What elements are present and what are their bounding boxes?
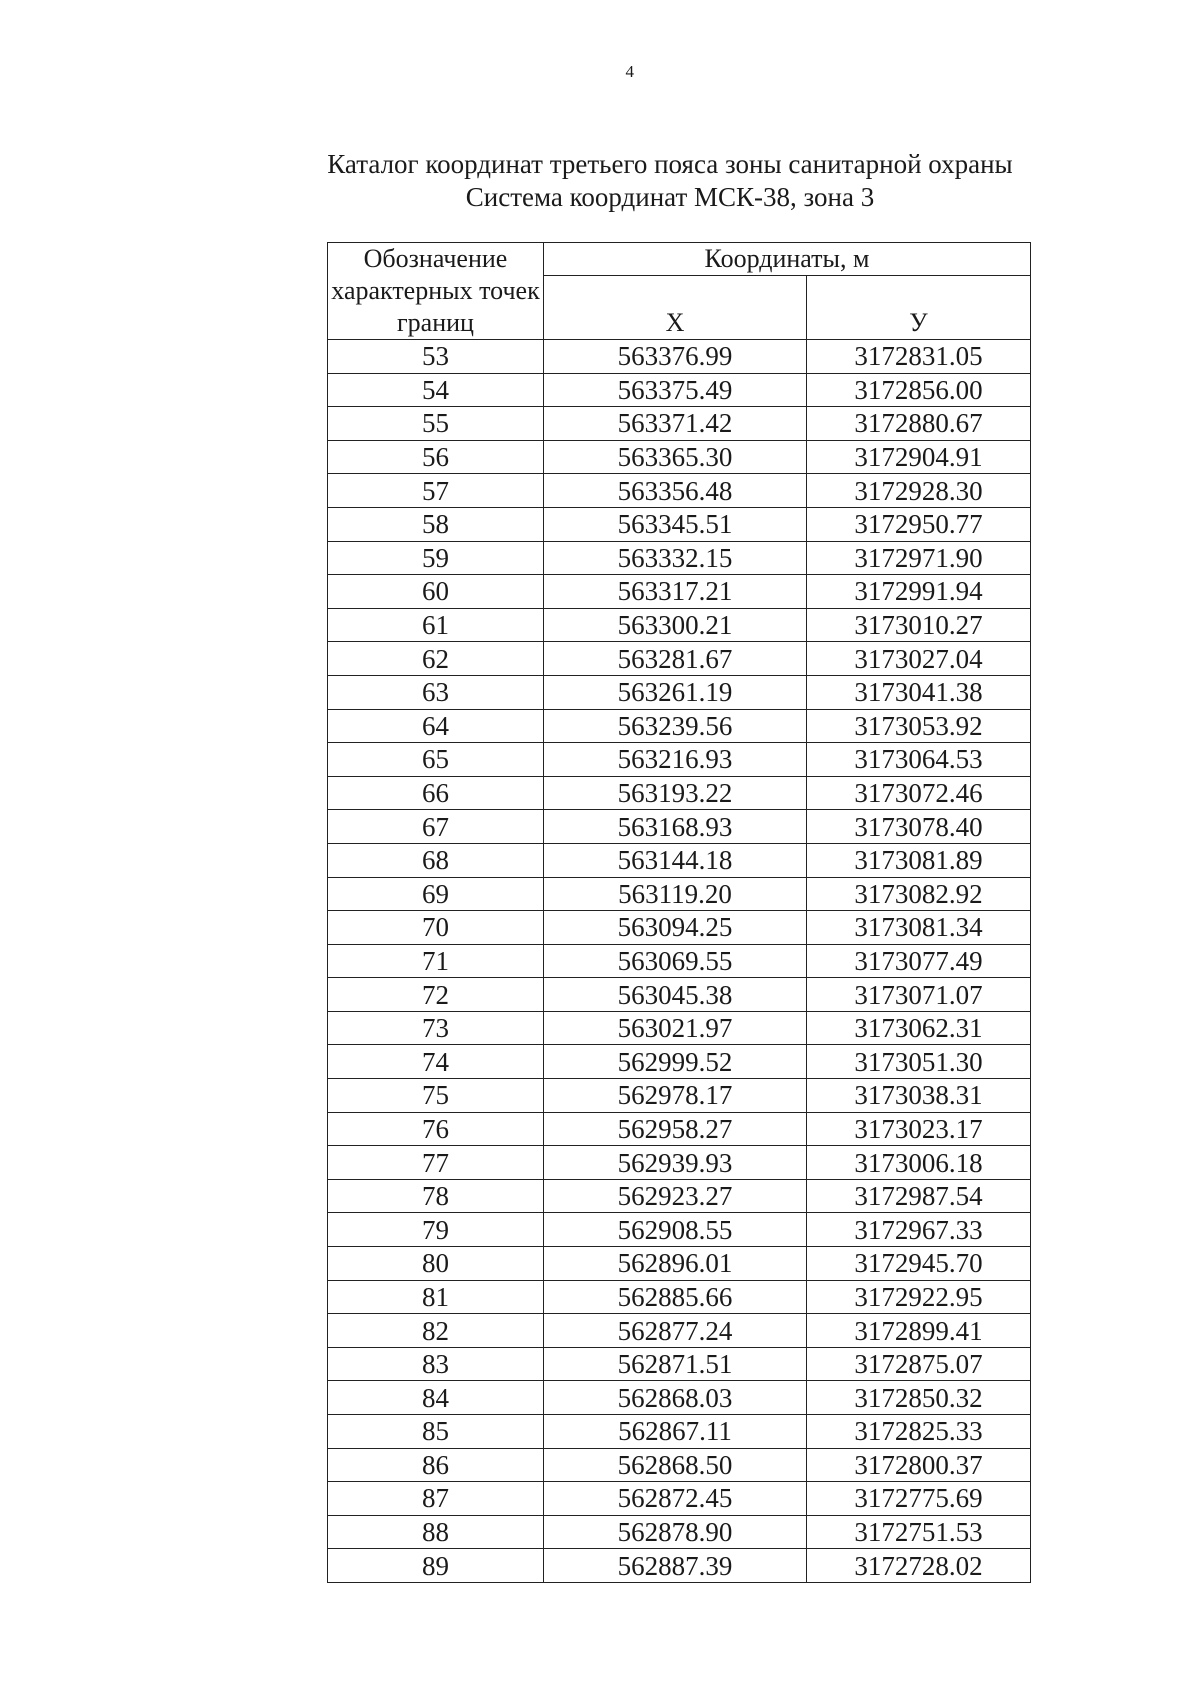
x-coordinate-cell: 563375.49	[544, 373, 807, 407]
point-number-cell: 84	[328, 1381, 544, 1415]
point-number-cell: 77	[328, 1146, 544, 1180]
y-coordinate-cell: 3173071.07	[807, 978, 1031, 1012]
x-coordinate-cell: 562958.27	[544, 1112, 807, 1146]
point-number-cell: 54	[328, 373, 544, 407]
table-row	[328, 507, 1031, 541]
x-coordinate-cell: 562885.66	[544, 1280, 807, 1314]
point-number-cell: 87	[328, 1482, 544, 1516]
y-coordinate-cell: 3173064.53	[807, 743, 1031, 777]
x-coordinate-cell: 563021.97	[544, 1011, 807, 1045]
point-number-cell: 65	[328, 743, 544, 777]
x-coordinate-cell: 562878.90	[544, 1515, 807, 1549]
point-number-cell: 82	[328, 1314, 544, 1348]
table-row	[328, 340, 1031, 374]
document-title	[300, 148, 1040, 214]
x-coordinate-cell: 563239.56	[544, 709, 807, 743]
point-number-cell: 88	[328, 1515, 544, 1549]
y-coordinate-cell: 3173023.17	[807, 1112, 1031, 1146]
x-coordinate-cell: 562923.27	[544, 1179, 807, 1213]
point-number-cell: 63	[328, 675, 544, 709]
y-coordinate-cell: 3172825.33	[807, 1415, 1031, 1449]
table-row	[328, 440, 1031, 474]
y-coordinate-cell: 3173053.92	[807, 709, 1031, 743]
point-number-cell: 68	[328, 843, 544, 877]
x-coordinate-cell: 563045.38	[544, 978, 807, 1012]
table-row	[328, 843, 1031, 877]
y-coordinate-cell: 3173006.18	[807, 1146, 1031, 1180]
page-number: 4	[625, 62, 635, 81]
x-coordinate-cell: 563119.20	[544, 877, 807, 911]
y-coordinate-cell: 3172875.07	[807, 1347, 1031, 1381]
x-coordinate-cell: 562999.52	[544, 1045, 807, 1079]
point-number-cell: 57	[328, 474, 544, 508]
x-coordinate-cell: 562939.93	[544, 1146, 807, 1180]
y-coordinate-cell: 3173062.31	[807, 1011, 1031, 1045]
x-coordinate-cell: 562887.39	[544, 1549, 807, 1583]
point-number-cell: 56	[328, 440, 544, 474]
point-number-cell: 69	[328, 877, 544, 911]
point-number-cell: 59	[328, 541, 544, 575]
y-coordinate-cell: 3172775.69	[807, 1482, 1031, 1516]
table-row	[328, 474, 1031, 508]
y-coordinate-cell: 3172800.37	[807, 1448, 1031, 1482]
point-number-cell: 71	[328, 944, 544, 978]
point-number-cell: 72	[328, 978, 544, 1012]
table-row	[328, 810, 1031, 844]
x-coordinate-cell: 563345.51	[544, 507, 807, 541]
table-row	[328, 1482, 1031, 1516]
table-row	[328, 1213, 1031, 1247]
table-row	[328, 373, 1031, 407]
table-row	[328, 1381, 1031, 1415]
y-coordinate-cell: 3172831.05	[807, 340, 1031, 374]
x-coordinate-cell: 563193.22	[544, 776, 807, 810]
y-coordinate-cell: 3173072.46	[807, 776, 1031, 810]
y-coordinate-cell: 3172950.77	[807, 507, 1031, 541]
table-row	[328, 1347, 1031, 1381]
y-coordinate-cell: 3172904.91	[807, 440, 1031, 474]
y-coordinate-cell: 3172945.70	[807, 1247, 1031, 1281]
y-coordinate-cell: 3173027.04	[807, 642, 1031, 676]
table-row	[328, 978, 1031, 1012]
y-coordinate-cell: 3172991.94	[807, 575, 1031, 609]
x-coordinate-cell: 563317.21	[544, 575, 807, 609]
point-number-cell: 74	[328, 1045, 544, 1079]
x-coordinate-cell: 562868.03	[544, 1381, 807, 1415]
table-row	[328, 1179, 1031, 1213]
y-coordinate-cell: 3173010.27	[807, 608, 1031, 642]
y-coordinate-cell: 3173041.38	[807, 675, 1031, 709]
table-body	[328, 340, 1031, 1583]
header-point-designation: Обозначение характерных точек границ	[328, 243, 544, 340]
table-row	[328, 1146, 1031, 1180]
point-number-cell: 78	[328, 1179, 544, 1213]
y-coordinate-cell: 3172728.02	[807, 1549, 1031, 1583]
point-number-cell: 67	[328, 810, 544, 844]
y-coordinate-cell: 3172856.00	[807, 373, 1031, 407]
table-row	[328, 575, 1031, 609]
point-number-cell: 60	[328, 575, 544, 609]
x-coordinate-cell: 563069.55	[544, 944, 807, 978]
x-coordinate-cell: 563094.25	[544, 911, 807, 945]
table-row	[328, 1247, 1031, 1281]
point-number-cell: 62	[328, 642, 544, 676]
table-row	[328, 1079, 1031, 1113]
point-number-cell: 53	[328, 340, 544, 374]
y-coordinate-cell: 3173081.89	[807, 843, 1031, 877]
title-line-1: Каталог координат третьего пояса зоны санитарной охраны	[327, 149, 1013, 179]
header-x: X	[544, 276, 807, 340]
header-y: У	[807, 276, 1031, 340]
point-number-cell: 89	[328, 1549, 544, 1583]
point-number-cell: 73	[328, 1011, 544, 1045]
point-number-cell: 75	[328, 1079, 544, 1113]
y-coordinate-cell: 3173077.49	[807, 944, 1031, 978]
point-number-cell: 66	[328, 776, 544, 810]
table-row	[328, 1011, 1031, 1045]
x-coordinate-cell: 562868.50	[544, 1448, 807, 1482]
x-coordinate-cell: 562867.11	[544, 1415, 807, 1449]
point-number-cell: 61	[328, 608, 544, 642]
point-number-cell: 83	[328, 1347, 544, 1381]
x-coordinate-cell: 563332.15	[544, 541, 807, 575]
y-coordinate-cell: 3172850.32	[807, 1381, 1031, 1415]
point-number-cell: 80	[328, 1247, 544, 1281]
x-coordinate-cell: 562877.24	[544, 1314, 807, 1348]
table-row	[328, 743, 1031, 777]
y-coordinate-cell: 3172751.53	[807, 1515, 1031, 1549]
table-row	[328, 1280, 1031, 1314]
y-coordinate-cell: 3173081.34	[807, 911, 1031, 945]
x-coordinate-cell: 563371.42	[544, 407, 807, 441]
y-coordinate-cell: 3172880.67	[807, 407, 1031, 441]
table-row	[328, 911, 1031, 945]
x-coordinate-cell: 563144.18	[544, 843, 807, 877]
y-coordinate-cell: 3173082.92	[807, 877, 1031, 911]
title-line-2: Система координат МСК-38, зона 3	[465, 182, 875, 212]
table-row	[328, 944, 1031, 978]
table-row	[328, 1045, 1031, 1079]
x-coordinate-cell: 563216.93	[544, 743, 807, 777]
x-coordinate-cell: 562896.01	[544, 1247, 807, 1281]
table-row	[328, 407, 1031, 441]
table-row	[328, 642, 1031, 676]
x-coordinate-cell: 563365.30	[544, 440, 807, 474]
x-coordinate-cell: 562872.45	[544, 1482, 807, 1516]
table-row	[328, 1112, 1031, 1146]
x-coordinate-cell: 563356.48	[544, 474, 807, 508]
point-number-cell: 64	[328, 709, 544, 743]
point-number-cell: 70	[328, 911, 544, 945]
x-coordinate-cell: 563261.19	[544, 675, 807, 709]
table-row	[328, 776, 1031, 810]
y-coordinate-cell: 3172928.30	[807, 474, 1031, 508]
table-row	[328, 541, 1031, 575]
table-header	[328, 243, 1031, 340]
table-row	[328, 608, 1031, 642]
point-number-cell: 55	[328, 407, 544, 441]
coordinates-table	[327, 242, 1031, 1583]
x-coordinate-cell: 563376.99	[544, 340, 807, 374]
point-number-cell: 85	[328, 1415, 544, 1449]
y-coordinate-cell: 3172971.90	[807, 541, 1031, 575]
x-coordinate-cell: 563300.21	[544, 608, 807, 642]
x-coordinate-cell: 562908.55	[544, 1213, 807, 1247]
point-number-cell: 76	[328, 1112, 544, 1146]
table-row	[328, 1448, 1031, 1482]
table-row	[328, 1415, 1031, 1449]
y-coordinate-cell: 3173051.30	[807, 1045, 1031, 1079]
table-row	[328, 709, 1031, 743]
header-coordinates: Координаты, м	[544, 243, 1031, 276]
table-row	[328, 1515, 1031, 1549]
table-row	[328, 1314, 1031, 1348]
x-coordinate-cell: 563168.93	[544, 810, 807, 844]
x-coordinate-cell: 562978.17	[544, 1079, 807, 1113]
table-row	[328, 675, 1031, 709]
y-coordinate-cell: 3172899.41	[807, 1314, 1031, 1348]
table-row	[328, 877, 1031, 911]
y-coordinate-cell: 3172987.54	[807, 1179, 1031, 1213]
y-coordinate-cell: 3173078.40	[807, 810, 1031, 844]
x-coordinate-cell: 562871.51	[544, 1347, 807, 1381]
y-coordinate-cell: 3173038.31	[807, 1079, 1031, 1113]
point-number-cell: 81	[328, 1280, 544, 1314]
y-coordinate-cell: 3172967.33	[807, 1213, 1031, 1247]
x-coordinate-cell: 563281.67	[544, 642, 807, 676]
table-row	[328, 1549, 1031, 1583]
point-number-cell: 79	[328, 1213, 544, 1247]
y-coordinate-cell: 3172922.95	[807, 1280, 1031, 1314]
point-number-cell: 58	[328, 507, 544, 541]
point-number-cell: 86	[328, 1448, 544, 1482]
